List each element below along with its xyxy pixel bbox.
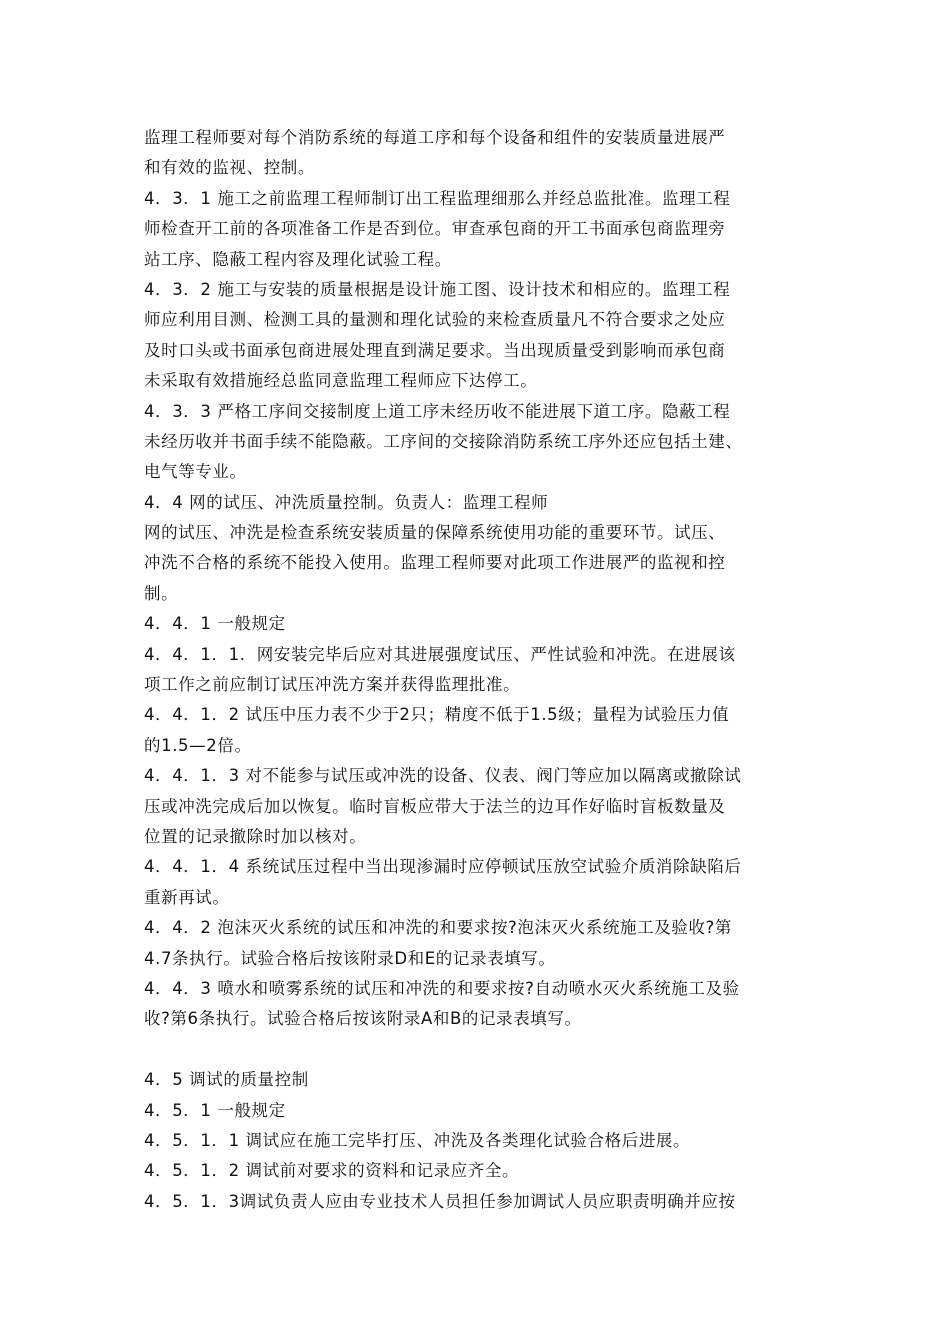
section-4-4-1-heading: 4．4．1 一般规定	[144, 614, 286, 634]
section-4-5-heading: 4．5 调试的质量控制	[144, 1070, 309, 1090]
section-4-4-1-1: 4．4．1．1．网安装完毕后应对其进展强度试压、严性试验和冲洗。在进展该	[144, 644, 736, 664]
text-line: 网的试压、冲洗是检查系统安装质量的保障系统使用功能的重要环节。试压、	[144, 523, 726, 543]
text-line: 的1.5—2倍。	[144, 735, 252, 755]
text-line: 收?第6条执行。试验合格后按该附录A和B的记录表填写。	[144, 1009, 582, 1029]
text-line: 师应利用目测、检测工具的量测和理化试验的来检查质量凡不符合要求之处应	[144, 310, 726, 330]
text-line: 未采取有效措施经总监同意监理工程师应下达停工。	[144, 371, 538, 391]
section-4-5-1-1: 4．5．1．1 调试应在施工完毕打压、冲洗及各类理化试验合格后进展。	[144, 1130, 691, 1150]
text-line: 和有效的监视、控制。	[144, 158, 315, 178]
text-line: 位置的记录撤除时加以核对。	[144, 826, 367, 846]
text-line: 站工序、隐蔽工程内容及理化试验工程。	[144, 249, 452, 269]
text-line: 未经历收并书面手续不能隐蔽。工序间的交接除消防系统工序外还应包括土建、	[144, 431, 743, 451]
text-line: 师检查开工前的各项准备工作是否到位。审查承包商的开工书面承包商监理旁	[144, 219, 726, 239]
section-4-5-1-2: 4．5．1．2 调试前对要求的资料和记录应齐全。	[144, 1161, 520, 1181]
text-line: 重新再试。	[144, 887, 230, 907]
text-line: 项工作之前应制订试压冲洗方案并获得监理批准。	[144, 675, 521, 695]
blank-line	[144, 1035, 834, 1065]
document-body	[144, 123, 834, 1217]
text-line: 制。	[144, 583, 179, 603]
text-line: 冲洗不合格的系统不能投入使用。监理工程师要对此项工作进展严的监视和控	[144, 553, 726, 573]
section-4-4-3: 4．4．3 喷水和喷雾系统的试压和冲洗的和要求按?自动喷水灭火系统施工及验	[144, 978, 740, 998]
section-4-5-1-3: 4．5．1．3调试负责人应由专业技术人员担任参加调试人员应职责明确并应按	[144, 1191, 736, 1211]
text-line: 4.7条执行。试验合格后按该附录D和E的记录表填写。	[144, 948, 556, 968]
section-4-4-2: 4．4．2 泡沫灭火系统的试压和冲洗的和要求按?泡沫灭火系统施工及验收?第	[144, 918, 732, 938]
section-4-4-heading: 4．4 网的试压、冲洗质量控制。负责人：监理工程师	[144, 492, 549, 512]
text-line: 压或冲洗完成后加以恢复。临时盲板应带大于法兰的边耳作好临时盲板数量及	[144, 796, 726, 816]
section-4-4-1-4: 4．4．1．4 系统试压过程中当出现渗漏时应停顿试压放空试验介质消除缺陷后	[144, 857, 742, 877]
text-line: 及时口头或书面承包商进展处理直到满足要求。当出现质量受到影响而承包商	[144, 340, 726, 360]
section-4-5-1-heading: 4．5．1 一般规定	[144, 1100, 286, 1120]
section-4-4-1-2: 4．4．1．2 试压中压力表不少于2只；精度不低于1.5级；量程为试验压力值	[144, 705, 730, 725]
section-4-3-1: 4．3．1 施工之前监理工程师制订出工程监理细那么并经总监批准。监理工程	[144, 188, 731, 208]
section-4-3-2: 4．3．2 施工与安装的质量根据是设计施工图、设计技术和相应的。监理工程	[144, 279, 731, 299]
section-4-3-3: 4．3．3 严格工序间交接制度上道工序未经历收不能进展下道工序。隐蔽工程	[144, 401, 731, 421]
text-line: 电气等专业。	[144, 462, 247, 482]
section-4-4-1-3: 4．4．1．3 对不能参与试压或冲洗的设备、仪表、阀门等应加以隔离或撤除试	[144, 766, 742, 786]
text-line: 监理工程师要对每个消防系统的每道工序和每个设备和组件的安装质量进展严	[144, 128, 726, 147]
